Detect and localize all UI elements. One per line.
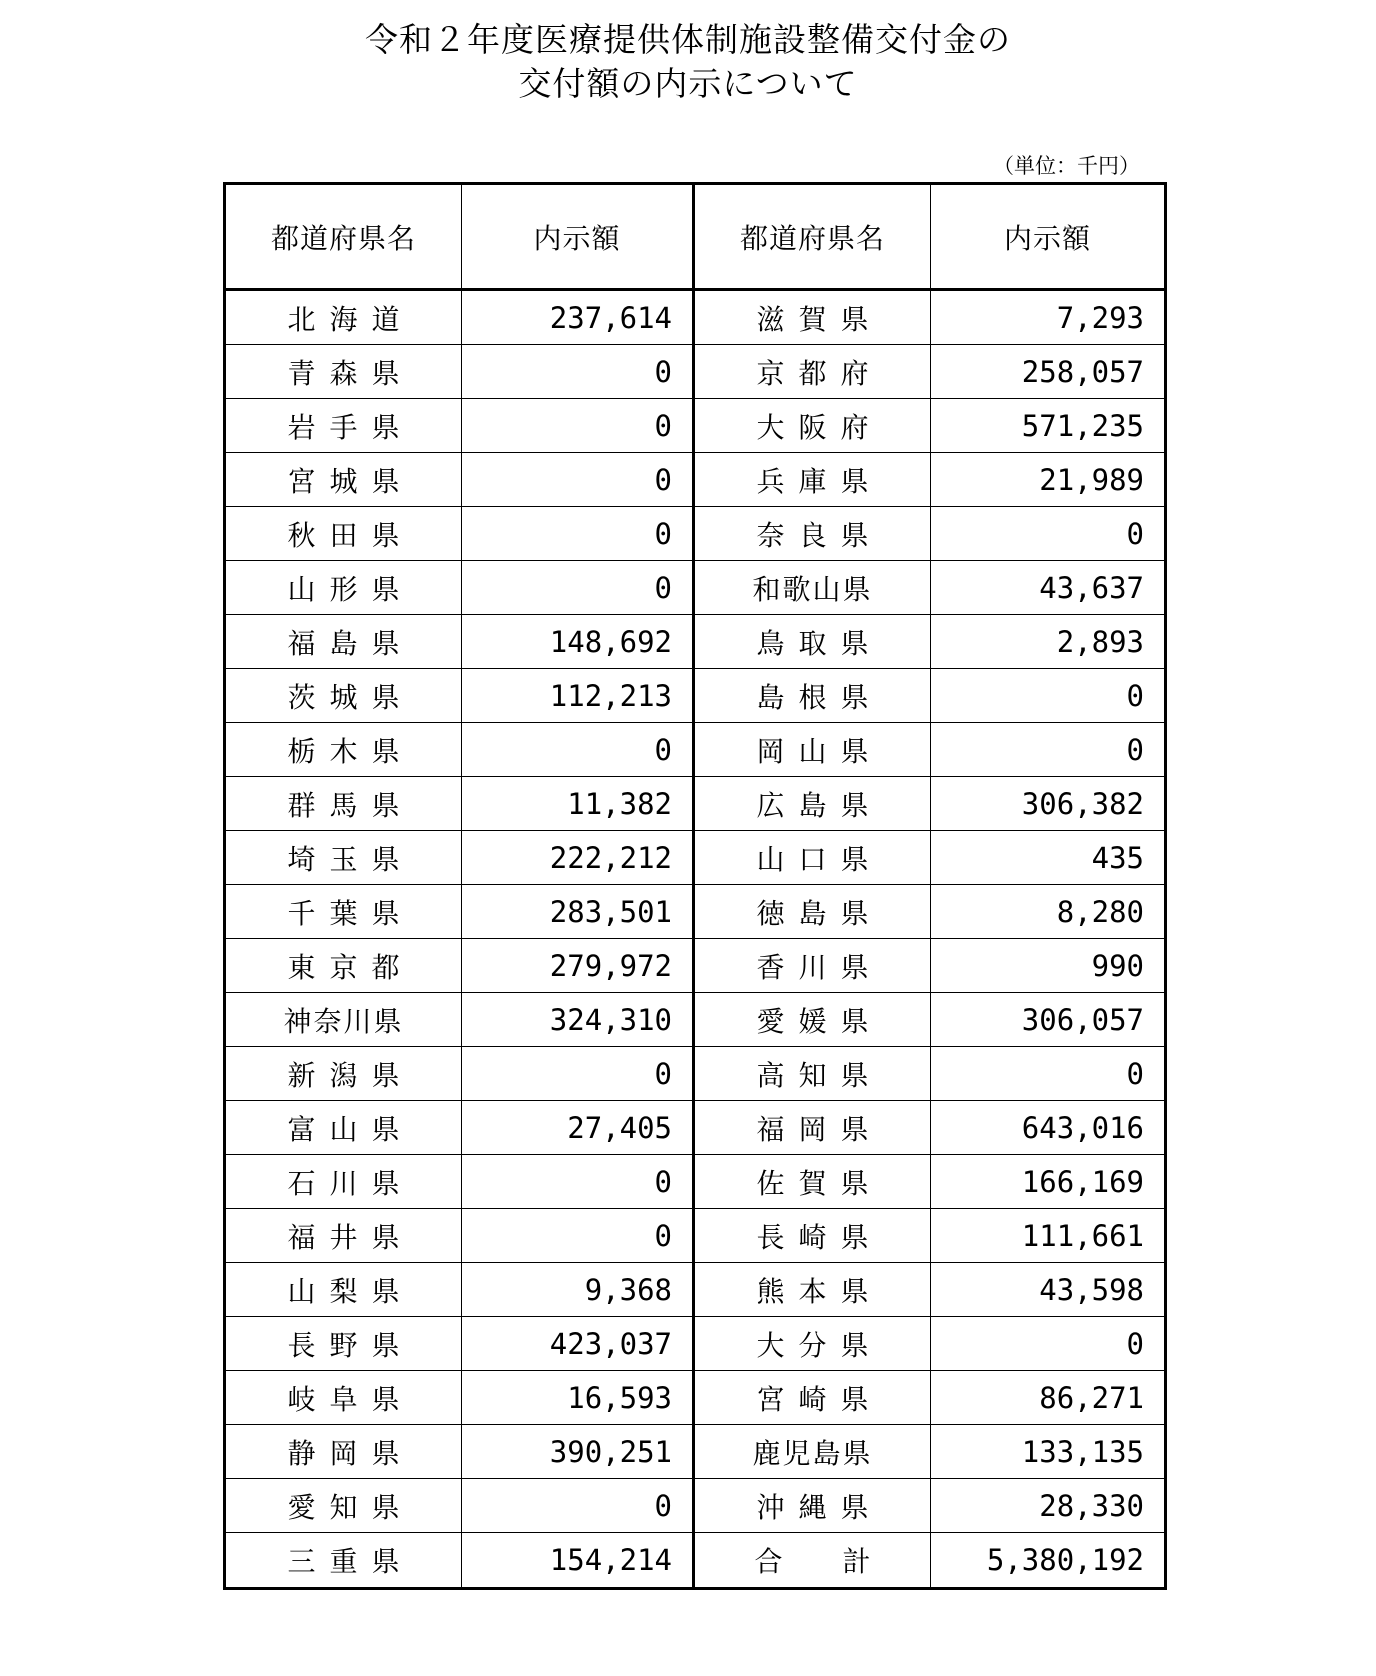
prefecture-cell: 長野県 [226, 1317, 462, 1370]
prefecture-cell: 岡山県 [695, 723, 931, 776]
prefecture-cell: 栃木県 [226, 723, 462, 776]
table-row [226, 345, 1164, 399]
amount-cell: 0 [462, 1155, 695, 1208]
prefecture-cell: 大阪府 [695, 399, 931, 452]
table-row [226, 939, 1164, 993]
amount-cell: 7,293 [1056, 300, 1144, 335]
amount-cell: 43,598 [1039, 1272, 1144, 1307]
prefecture-cell: 香川県 [695, 939, 931, 992]
prefecture-cell: 和歌山県 [695, 561, 931, 614]
prefecture-cell: 宮崎県 [695, 1371, 931, 1424]
prefecture-cell: 神奈川県 [226, 993, 462, 1046]
prefecture-cell: 茨城県 [226, 669, 462, 722]
prefecture-cell: 佐賀県 [695, 1155, 931, 1208]
amount-cell: 0 [462, 345, 695, 398]
prefecture-cell: 大分県 [695, 1317, 931, 1370]
table-row [226, 1317, 1164, 1371]
header-amount-left: 内示額 [462, 185, 695, 288]
amount-cell: 279,972 [462, 939, 695, 992]
prefecture-cell: 鳥取県 [695, 615, 931, 668]
document-title-line-1: 令和２年度医療提供体制施設整備交付金の [365, 20, 1011, 59]
amount-cell: 9,368 [462, 1263, 695, 1316]
amount-cell: 0 [1126, 1326, 1144, 1361]
table-row [226, 291, 1164, 345]
amount-cell: 324,310 [462, 993, 695, 1046]
amount-cell: 390,251 [462, 1425, 695, 1478]
document-title-line-2: 交付額の内示について [518, 64, 858, 103]
prefecture-cell: 滋賀県 [695, 291, 931, 344]
amount-cell: 990 [1091, 948, 1144, 983]
table-header-row [226, 185, 1164, 291]
amount-cell: 0 [462, 561, 695, 614]
amount-cell: 0 [1126, 732, 1144, 767]
amount-cell: 0 [1126, 1056, 1144, 1091]
amount-cell: 237,614 [462, 291, 695, 344]
table-row [226, 1425, 1164, 1479]
prefecture-cell: 新潟県 [226, 1047, 462, 1100]
prefecture-cell: 鹿児島県 [695, 1425, 931, 1478]
amount-cell: 283,501 [462, 885, 695, 938]
amount-cell: 28,330 [1039, 1488, 1144, 1523]
table-row [226, 669, 1164, 723]
table-row [226, 885, 1164, 939]
table-row [226, 723, 1164, 777]
prefecture-cell: 島根県 [695, 669, 931, 722]
amount-cell: 16,593 [462, 1371, 695, 1424]
amount-cell: 133,135 [1021, 1434, 1144, 1469]
prefecture-cell: 福岡県 [695, 1101, 931, 1154]
unit-note: （単位：千円） [993, 154, 1140, 178]
table-row [226, 1209, 1164, 1263]
table-row [226, 1533, 1164, 1587]
table-row [226, 777, 1164, 831]
prefecture-cell: 熊本県 [695, 1263, 931, 1316]
amount-cell: 0 [462, 723, 695, 776]
prefecture-cell: 福井県 [226, 1209, 462, 1262]
prefecture-cell: 高知県 [695, 1047, 931, 1100]
amount-cell: 148,692 [462, 615, 695, 668]
table-row [226, 615, 1164, 669]
prefecture-cell: 東京都 [226, 939, 462, 992]
prefecture-cell: 石川県 [226, 1155, 462, 1208]
amount-cell: 0 [462, 453, 695, 506]
amount-cell: 11,382 [462, 777, 695, 830]
prefecture-cell: 合計 [695, 1533, 931, 1587]
prefecture-cell: 山形県 [226, 561, 462, 614]
prefecture-cell: 山口県 [695, 831, 931, 884]
prefecture-cell: 青森県 [226, 345, 462, 398]
allocation-table [223, 182, 1167, 1590]
prefecture-cell: 徳島県 [695, 885, 931, 938]
amount-cell: 258,057 [1021, 354, 1144, 389]
prefecture-cell: 山梨県 [226, 1263, 462, 1316]
amount-cell: 2,893 [1056, 624, 1144, 659]
table-row [226, 1155, 1164, 1209]
table-row [226, 1047, 1164, 1101]
table-row [226, 507, 1164, 561]
table-row [226, 399, 1164, 453]
header-prefecture-left: 都道府県名 [226, 185, 462, 288]
amount-cell: 0 [462, 1047, 695, 1100]
amount-cell: 306,057 [1021, 1002, 1144, 1037]
amount-cell: 0 [462, 399, 695, 452]
table-row [226, 831, 1164, 885]
prefecture-cell: 奈良県 [695, 507, 931, 560]
amount-cell: 21,989 [1039, 462, 1144, 497]
amount-cell: 86,271 [1039, 1380, 1144, 1415]
prefecture-cell: 北海道 [226, 291, 462, 344]
amount-cell: 423,037 [462, 1317, 695, 1370]
prefecture-cell: 群馬県 [226, 777, 462, 830]
amount-cell: 166,169 [1021, 1164, 1144, 1199]
amount-cell: 27,405 [462, 1101, 695, 1154]
prefecture-cell: 埼玉県 [226, 831, 462, 884]
amount-cell: 306,382 [1021, 786, 1144, 821]
amount-cell: 111,661 [1021, 1218, 1144, 1253]
table-row [226, 993, 1164, 1047]
amount-cell: 0 [462, 1479, 695, 1532]
amount-cell: 571,235 [1021, 408, 1144, 443]
prefecture-cell: 京都府 [695, 345, 931, 398]
amount-cell: 5,380,192 [986, 1543, 1144, 1577]
amount-cell: 8,280 [1056, 894, 1144, 929]
table-row [226, 1263, 1164, 1317]
prefecture-cell: 長崎県 [695, 1209, 931, 1262]
prefecture-cell: 沖縄県 [695, 1479, 931, 1532]
prefecture-cell: 岐阜県 [226, 1371, 462, 1424]
table-row [226, 453, 1164, 507]
header-prefecture-right: 都道府県名 [695, 185, 931, 288]
amount-cell: 154,214 [462, 1533, 695, 1587]
prefecture-cell: 愛媛県 [695, 993, 931, 1046]
prefecture-cell: 千葉県 [226, 885, 462, 938]
amount-cell: 112,213 [462, 669, 695, 722]
table-body [226, 291, 1164, 1587]
prefecture-cell: 愛知県 [226, 1479, 462, 1532]
prefecture-cell: 広島県 [695, 777, 931, 830]
prefecture-cell: 静岡県 [226, 1425, 462, 1478]
table-row [226, 1371, 1164, 1425]
prefecture-cell: 岩手県 [226, 399, 462, 452]
prefecture-cell: 三重県 [226, 1533, 462, 1587]
amount-cell: 435 [1091, 840, 1144, 875]
amount-cell: 0 [462, 1209, 695, 1262]
amount-cell: 222,212 [462, 831, 695, 884]
amount-cell: 0 [1126, 516, 1144, 551]
prefecture-cell: 兵庫県 [695, 453, 931, 506]
prefecture-cell: 福島県 [226, 615, 462, 668]
amount-cell: 0 [1126, 678, 1144, 713]
header-amount-right: 内示額 [1003, 221, 1091, 255]
amount-cell: 643,016 [1021, 1110, 1144, 1145]
amount-cell: 43,637 [1039, 570, 1144, 605]
prefecture-cell: 富山県 [226, 1101, 462, 1154]
table-row [226, 1101, 1164, 1155]
prefecture-cell: 宮城県 [226, 453, 462, 506]
amount-cell: 0 [462, 507, 695, 560]
table-row [226, 561, 1164, 615]
prefecture-cell: 秋田県 [226, 507, 462, 560]
table-row [226, 1479, 1164, 1533]
